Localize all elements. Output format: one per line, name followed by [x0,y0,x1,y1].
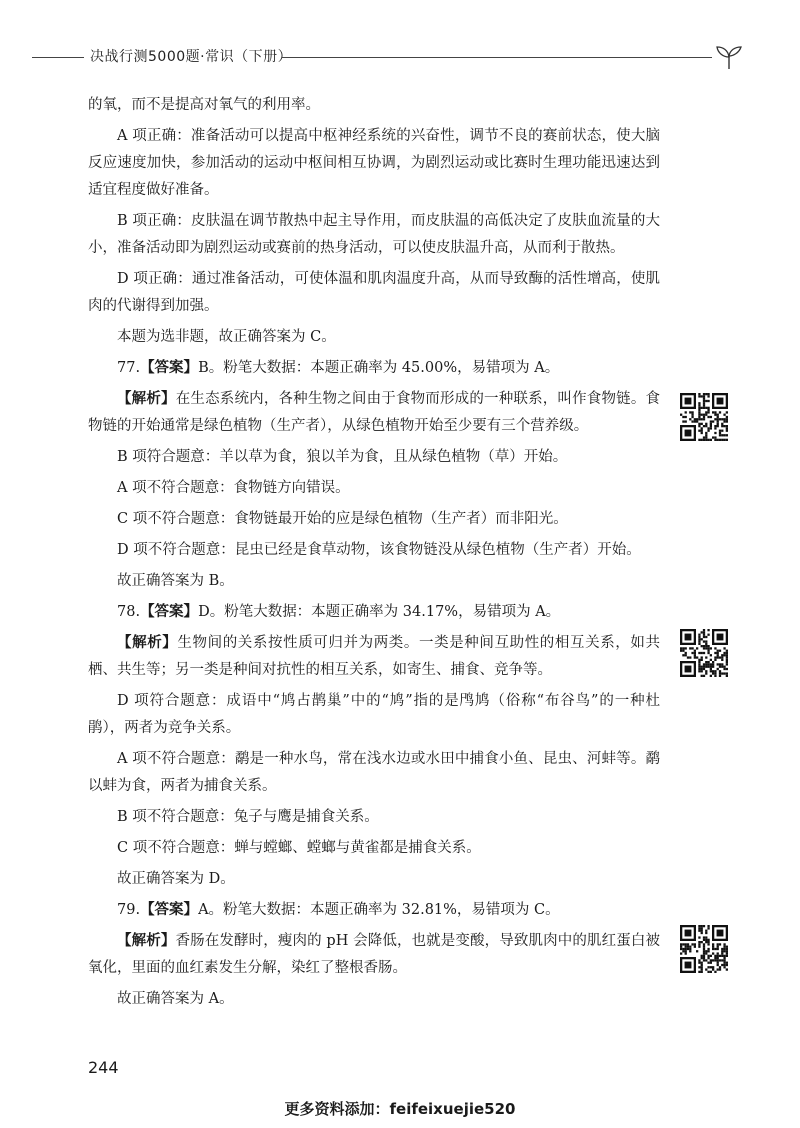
sprout-icon [714,44,744,70]
question-78-analysis [88,630,660,684]
qr-code-icon[interactable] [680,629,728,677]
paragraph: A 项不符合题意：食物链方向错误。 [117,480,350,496]
answer-tag: 【答案】 [140,902,199,918]
paragraph: A 项正确：准备活动可以提高中枢神经系统的兴奋性，调节不良的赛前状态，使大脑反应速度加快，参加活动的运动中枢间相互协调，为剧烈运动或比赛时生理功能迅速达到适宜程度做好准备。 [88,128,660,198]
answer-text: A。粉笔大数据：本题正确率为 32.81%，易错项为 C。 [198,902,560,918]
paragraph: 故正确答案为 A。 [117,991,234,1007]
question-78-answer [88,599,660,626]
paragraph: B 项符合题意：羊以草为食，狼以羊为食，且从绿色植物（草）开始。 [117,449,568,465]
question-79-answer [88,897,660,924]
qr-code-icon[interactable] [680,393,728,441]
paragraph: 故正确答案为 B。 [117,573,234,589]
page-number: 244 [88,1058,119,1077]
question-77-analysis [88,386,660,440]
paragraph: A 项不符合题意：鹬是一种水鸟，常在浅水边或水田中捕食小鱼、昆虫、河蚌等。鹬以蚌为食，两者为捕食关系。 [88,751,660,794]
answer-text: B。粉笔大数据：本题正确率为 45.00%，易错项为 A。 [198,360,560,376]
qr-code-icon [680,393,728,441]
footer-note: 更多资料添加：feifeixuejie520 [284,1100,516,1118]
book-title: 决战行测5000题·常识（下册） [90,49,293,65]
analysis-text: 生物间的关系按性质可归并为两类。一类是种间互助性的相互关系，如共栖、共生等；另一类是种间对抗性的相互关系，如寄生、捕食、竞争等。 [88,635,661,678]
analysis-tag: 【解析】 [117,933,176,949]
header-rule-left [32,57,84,58]
paragraph: 的氧，而不是提高对氧气的利用率。 [88,97,320,113]
paragraph: 本题为选非题，故正确答案为 C。 [117,329,336,345]
qr-code-icon [680,629,728,677]
paragraph: B 项不符合题意：兔子与鹰是捕食关系。 [117,809,379,825]
paragraph: D 项不符合题意：昆虫已经是食草动物，该食物链没从绿色植物（生产者）开始。 [117,542,641,558]
paragraph: C 项不符合题意：食物链最开始的应是绿色植物（生产者）而非阳光。 [117,511,568,527]
question-77-answer [88,355,660,382]
page-body [88,92,660,1017]
question-number: 77. [117,360,141,376]
qr-code-icon[interactable] [680,925,728,973]
paragraph: B 项正确：皮肤温在调节散热中起主导作用，而皮肤温的高低决定了皮肤血流量的大小，准备活动即为剧烈运动或赛前的热身活动，可以使皮肤温升高，从而利于散热。 [88,213,660,256]
analysis-tag: 【解析】 [117,635,178,651]
running-header [32,44,744,74]
question-number: 78. [117,604,141,620]
answer-text: D。粉笔大数据：本题正确率为 34.17%，易错项为 A。 [198,604,561,620]
paragraph: C 项不符合题意：蝉与螳螂、螳螂与黄雀都是捕食关系。 [117,840,481,856]
question-number: 79. [117,902,141,918]
answer-tag: 【答案】 [140,604,199,620]
analysis-tag: 【解析】 [117,391,176,407]
analysis-text: 香肠在发酵时，瘦肉的 pH 会降低，也就是变酸，导致肌肉中的肌红蛋白被氧化，里面的血红素发生分解，染红了整根香肠。 [88,933,660,976]
header-rule-right [282,57,712,58]
paragraph: 故正确答案为 D。 [117,871,235,887]
paragraph: D 项符合题意：成语中“鸠占鹊巢”中的“鸠”指的是鸤鸠（俗称“布谷鸟”的一种杜鹃），两者为竞争关系。 [88,693,660,736]
answer-tag: 【答案】 [140,360,199,376]
question-79-analysis [88,928,660,982]
analysis-text: 在生态系统内，各种生物之间由于食物而形成的一种联系，叫作食物链。食物链的开始通常是绿色植物（生产者），从绿色植物开始至少要有三个营养级。 [88,391,661,434]
qr-code-icon [680,925,728,973]
paragraph: D 项正确：通过准备活动，可使体温和肌肉温度升高，从而导致酶的活性增高，使肌肉的代谢得到加强。 [88,271,660,314]
